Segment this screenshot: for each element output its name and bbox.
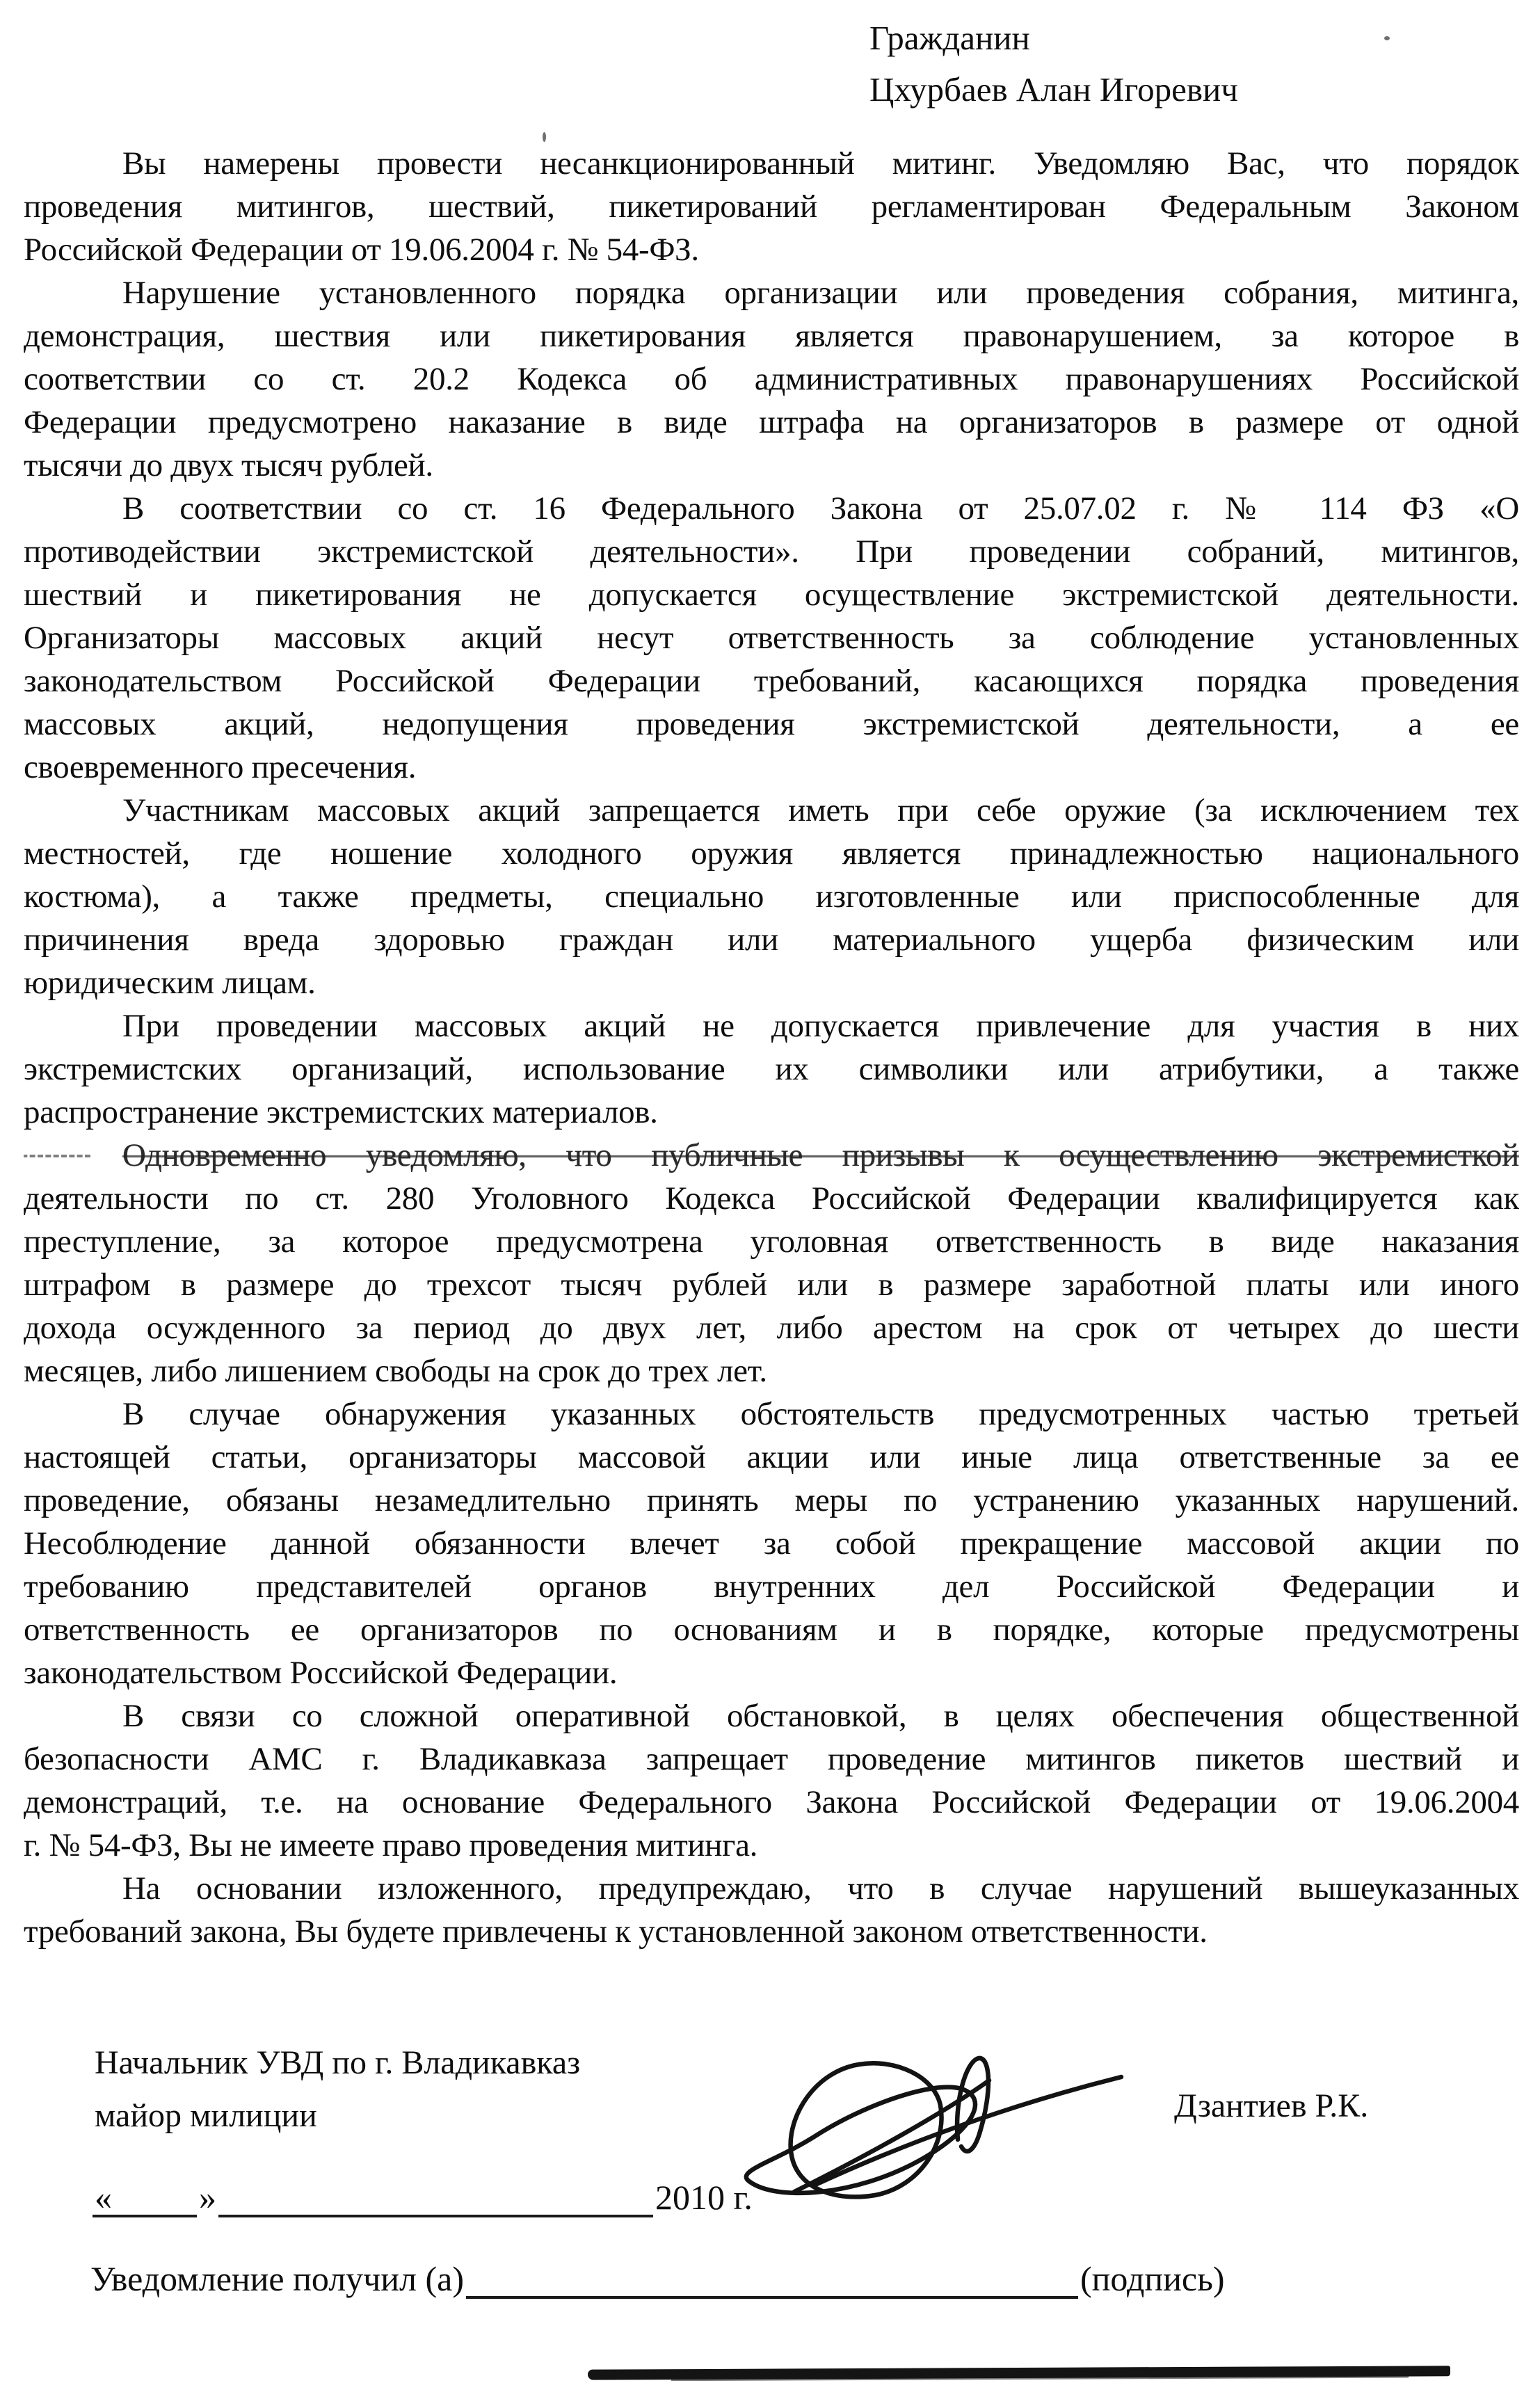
text-line: шествий и пикетирования не допускается осуществление экстремистской деятельности. bbox=[24, 577, 1519, 613]
text-line: проведения митингов, шествий, пикетирований регламентирован Федеральным Законом bbox=[24, 188, 1519, 225]
receipt-signature-blank bbox=[466, 2296, 1078, 2299]
text-line: ответственность ее организаторов по основаниям и в порядке, которые предусмотрены bbox=[24, 1612, 1519, 1648]
text-line: При проведении массовых акций не допускается привлечение для участия в них bbox=[122, 1008, 1519, 1044]
text-line: своевременного пресечения. bbox=[24, 749, 417, 785]
signatory-position-line1: Начальник УВД по г. Владикавказ bbox=[95, 2044, 581, 2081]
paragraph bbox=[24, 142, 1519, 271]
text-line: противодействии экстремистской деятельности». При проведении собраний, митингов, bbox=[24, 533, 1519, 570]
text-line: костюма), а также предметы, специально изготовленные или приспособленные для bbox=[24, 878, 1519, 915]
scan-speckle bbox=[1384, 36, 1390, 40]
text-line: законодательством Российской Федерации. bbox=[24, 1655, 618, 1691]
text-line: настоящей статьи, организаторы массовой акции или иные лица ответственные за ее bbox=[24, 1439, 1519, 1475]
paragraph bbox=[24, 271, 1519, 487]
date-line bbox=[95, 2176, 753, 2219]
text-line: требованию представителей органов внутренних дел Российской Федерации и bbox=[24, 1568, 1519, 1605]
signatory-position-block bbox=[95, 2037, 580, 2142]
text-line: законодательством Российской Федерации требований, касающихся порядка проведения bbox=[24, 663, 1519, 699]
text-line: проведение, обязаны незамедлительно принять меры по устранению указанных нарушений. bbox=[24, 1482, 1519, 1518]
year-label: 2010 г. bbox=[655, 2178, 753, 2217]
recipient-name: Цхурбаев Алан Игоревич bbox=[869, 70, 1238, 109]
paragraph bbox=[24, 1393, 1519, 1694]
text-line: Федерации предусмотрено наказание в виде штрафа на организаторов в размере от одной bbox=[24, 404, 1519, 440]
quote-close: » bbox=[199, 2178, 216, 2217]
paragraph bbox=[24, 1694, 1519, 1867]
text-line: распространение экстремистских материалов. bbox=[24, 1094, 658, 1130]
text-line: массовых акций, недопущения проведения экстремистской деятельности, а ее bbox=[24, 706, 1519, 742]
text-line: демонстраций, т.е. на основание Федерального Закона Российской Федерации от 19.06.2004 bbox=[24, 1784, 1519, 1820]
text-line: На основании изложенного, предупреждаю, что в случае нарушений вышеуказанных bbox=[122, 1870, 1519, 1907]
signatory-position-line2: майор милиции bbox=[95, 2097, 317, 2134]
text-line: юридическим лицам. bbox=[24, 965, 316, 1001]
text-line: преступление, за которое предусмотрена уголовная ответственность в виде наказания bbox=[24, 1223, 1519, 1260]
text-line: Организаторы массовых акций несут ответственность за соблюдение установленных bbox=[24, 620, 1519, 656]
document-body bbox=[24, 142, 1519, 1953]
month-blank bbox=[218, 2215, 653, 2217]
text-line: деятельности по ст. 280 Уголовного Кодекса Российской Федерации квалифицируется как bbox=[24, 1180, 1519, 1217]
text-line: экстремистских организаций, использование их символики или атрибутики, а также bbox=[24, 1051, 1519, 1087]
text-line: тысячи до двух тысяч рублей. bbox=[24, 447, 433, 483]
recipient-block bbox=[869, 13, 1238, 115]
receipt-label: Уведомление получил (а) bbox=[90, 2259, 464, 2298]
signature-scribble bbox=[709, 2038, 1127, 2208]
text-line: В соответствии со ст. 16 Федерального Закона от 25.07.02 г. № 114 ФЗ «О bbox=[122, 490, 1519, 527]
text-line: причинения вреда здоровью граждан или материального ущерба физическим или bbox=[24, 922, 1519, 958]
paragraph bbox=[24, 487, 1519, 789]
text-line: Нарушение установленного порядка организации или проведения собрания, митинга, bbox=[122, 275, 1519, 311]
quote-open: « bbox=[95, 2178, 112, 2217]
text-line: Несоблюдение данной обязанности влечет за собой прекращение массовой акции по bbox=[24, 1525, 1519, 1562]
paragraph bbox=[24, 1004, 1519, 1134]
text-line: дохода осужденного за период до двух лет, либо арестом на срок от четырех до шести bbox=[24, 1310, 1519, 1346]
scan-speckle bbox=[543, 132, 546, 142]
recipient-title: Гражданин bbox=[869, 19, 1030, 57]
paragraph bbox=[24, 1867, 1519, 1953]
signatory-name: Дзантиев Р.К. bbox=[1174, 2087, 1369, 2124]
sign-label: (подпись) bbox=[1080, 2259, 1225, 2298]
text-line: В случае обнаружения указанных обстоятельств предусмотренных частью третьей bbox=[122, 1396, 1519, 1432]
paragraph bbox=[24, 789, 1519, 1004]
text-line: безопасности АМС г. Владикавказа запрещает проведение митингов пикетов шествий и bbox=[24, 1741, 1519, 1777]
text-line-smudged: Одновременно уведомляю, что публичные призывы к осуществлению экстремисткой bbox=[24, 1134, 1519, 1177]
paragraph bbox=[24, 1134, 1519, 1393]
scan-smudge-artifact bbox=[588, 2366, 1450, 2380]
date-blank bbox=[93, 2215, 197, 2217]
text-line: демонстрация, шествия или пикетирования является правонарушением, за которое в bbox=[24, 318, 1519, 354]
text-line: г. № 54-ФЗ, Вы не имеете право проведения митинга. bbox=[24, 1827, 758, 1863]
text-line: соответствии со ст. 20.2 Кодекса об административных правонарушениях Российской bbox=[24, 361, 1519, 397]
text-line: штрафом в размере до трехсот тысяч рублей или в размере заработной платы или иного bbox=[24, 1267, 1519, 1303]
receipt-line bbox=[90, 2257, 1225, 2300]
text-line: месяцев, либо лишением свободы на срок до трех лет. bbox=[24, 1353, 767, 1389]
text-line: Участникам массовых акций запрещается иметь при себе оружие (за исключением тех bbox=[122, 792, 1519, 828]
text-line: В связи со сложной оперативной обстановкой, в целях обеспечения общественной bbox=[122, 1698, 1519, 1734]
text-line: местностей, где ношение холодного оружия является принадлежностью национального bbox=[24, 835, 1519, 872]
text-line: Вы намерены провести несанкционированный митинг. Уведомляю Вас, что порядок bbox=[122, 145, 1519, 182]
text-line: Российской Федерации от 19.06.2004 г. № 54-ФЗ. bbox=[24, 232, 699, 268]
text-line: требований закона, Вы будете привлечены к установленной законом ответственности. bbox=[24, 1913, 1208, 1950]
